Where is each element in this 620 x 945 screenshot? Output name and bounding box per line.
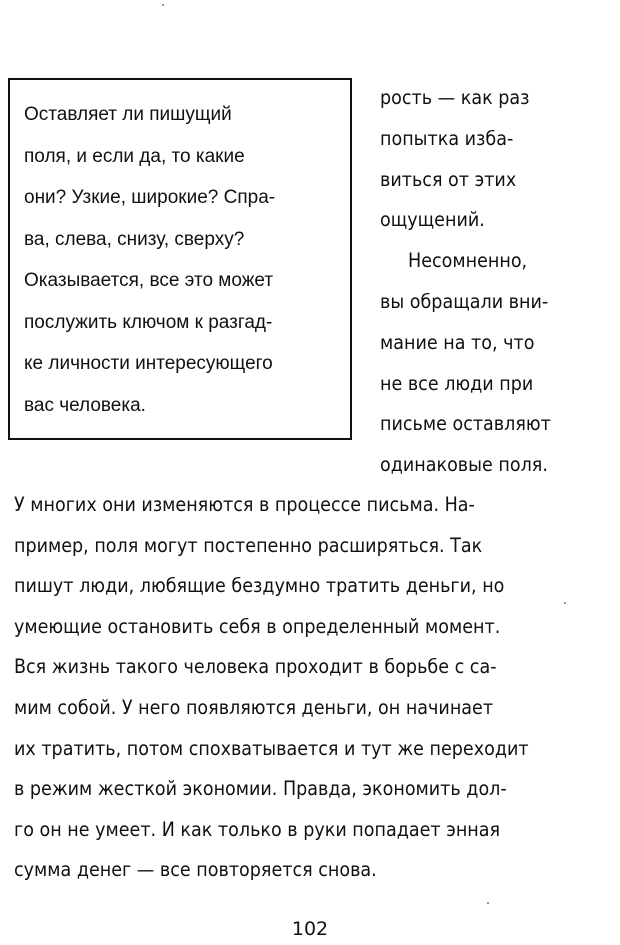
body-line: письме оставляют <box>380 412 551 436</box>
body-line: попытка изба- <box>380 126 514 150</box>
body-line: вы обращали вни- <box>380 289 549 313</box>
body-line: У многих они изменяются в процессе письма. На- <box>14 493 475 516</box>
body-line: рость — как раз <box>380 86 530 109</box>
body-line: го он не умеет. И как только в руки попадает энная <box>14 817 501 841</box>
body-line: не все люди при <box>380 371 534 395</box>
sidebar-line: ва, слева, снизу, сверху? <box>24 228 245 250</box>
full-width-text <box>14 485 614 891</box>
body-line: виться от этих <box>380 167 517 191</box>
sidebar-line: Оказывается, все это может <box>24 270 274 291</box>
sidebar-line: вас человека. <box>24 394 146 416</box>
body-line: Вся жизнь такого человека проходит в борьбе с са- <box>14 655 497 679</box>
body-line: сумма денег — все повторяется снова. <box>14 858 377 882</box>
body-line: пример, поля могут постепенно расширяться. Так <box>14 533 483 557</box>
sidebar-line: ке личности интересующего <box>24 353 273 374</box>
scan-speck <box>487 902 489 904</box>
scan-speck <box>564 602 566 604</box>
body-line: в режим жесткой экономии. Правда, экономить дол- <box>14 777 507 801</box>
body-line: пишут люди, любящие бездумно тратить деньги, но <box>14 574 505 598</box>
body-line: ощущений. <box>380 208 485 232</box>
right-text-column <box>380 78 615 486</box>
sidebar-line: они? Узкие, широкие? Спра- <box>24 187 276 208</box>
body-line: Несомненно, <box>408 249 528 273</box>
sidebar-box <box>8 78 352 440</box>
sidebar-line: Оставляет ли пишущий <box>24 104 232 125</box>
scan-speck <box>162 4 164 6</box>
page-number: 102 <box>291 918 329 940</box>
sidebar-line: поля, и если да, то какие <box>24 145 245 167</box>
sidebar-line: послужить ключом к разгад- <box>24 311 273 333</box>
body-line: умеющие остановить себя в определенный момент. <box>14 614 501 638</box>
body-line: мим собой. У него появляются деньги, он начинает <box>14 695 494 719</box>
body-line: их тратить, потом спохватывается и тут же переходит <box>14 736 529 760</box>
body-line: мание на то, что <box>380 330 535 354</box>
body-line: одинаковые поля. <box>380 453 548 477</box>
